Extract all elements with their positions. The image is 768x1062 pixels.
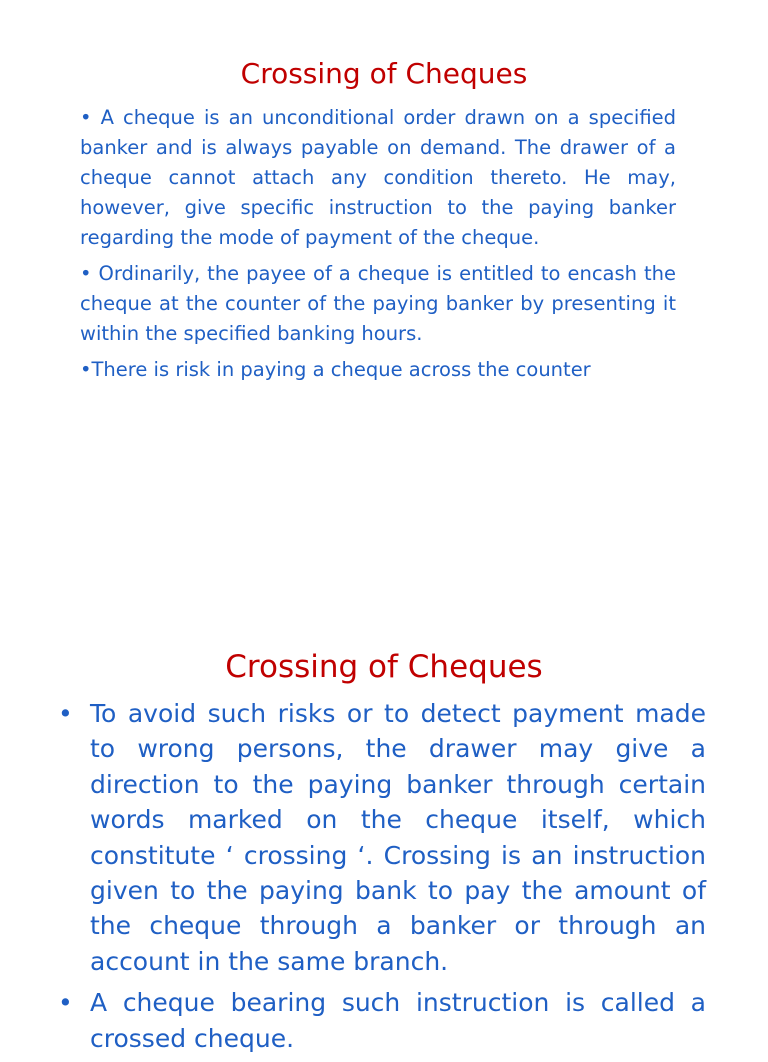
slide-1-paragraph: •There is risk in paying a cheque across the counter xyxy=(80,358,591,381)
slide-2-bullet-item xyxy=(58,696,706,979)
slide-2 xyxy=(0,576,768,1053)
slide-2-bullet-text: To avoid such risks or to detect payment made to wrong persons, the drawer may give a direction to the paying banker through certain words marked on the cheque itself, which constitute ‘ crossing ‘. Crossing is an instruction given to the paying bank to pay the amount of the cheque through a banker or through an account in the same branch. xyxy=(90,699,706,976)
slide-2-bullet-item xyxy=(58,985,706,1056)
slide-1-title: Crossing of Cheques xyxy=(240,57,528,90)
bullet-icon: • xyxy=(58,699,73,728)
slide-1-paragraph: • A cheque is an unconditional order drawn on a specified banker and is always payable on demand. The drawer of a cheque cannot attach any condition thereto. He may, however, give specific instruction to the paying banker regarding the mode of payment of the cheque. xyxy=(80,106,676,249)
slide-1-paragraph: • Ordinarily, the payee of a cheque is entitled to encash the cheque at the counter of the paying banker by presenting it within the specified banking hours. xyxy=(80,262,676,345)
slide-1-body xyxy=(80,103,676,391)
slide-2-body xyxy=(58,696,706,1062)
bullet-icon: • xyxy=(58,988,73,1018)
slide-2-title: Crossing of Cheques xyxy=(225,649,543,685)
slide-2-bullet-text: A cheque bearing such instruction is called a crossed cheque. xyxy=(90,988,706,1053)
